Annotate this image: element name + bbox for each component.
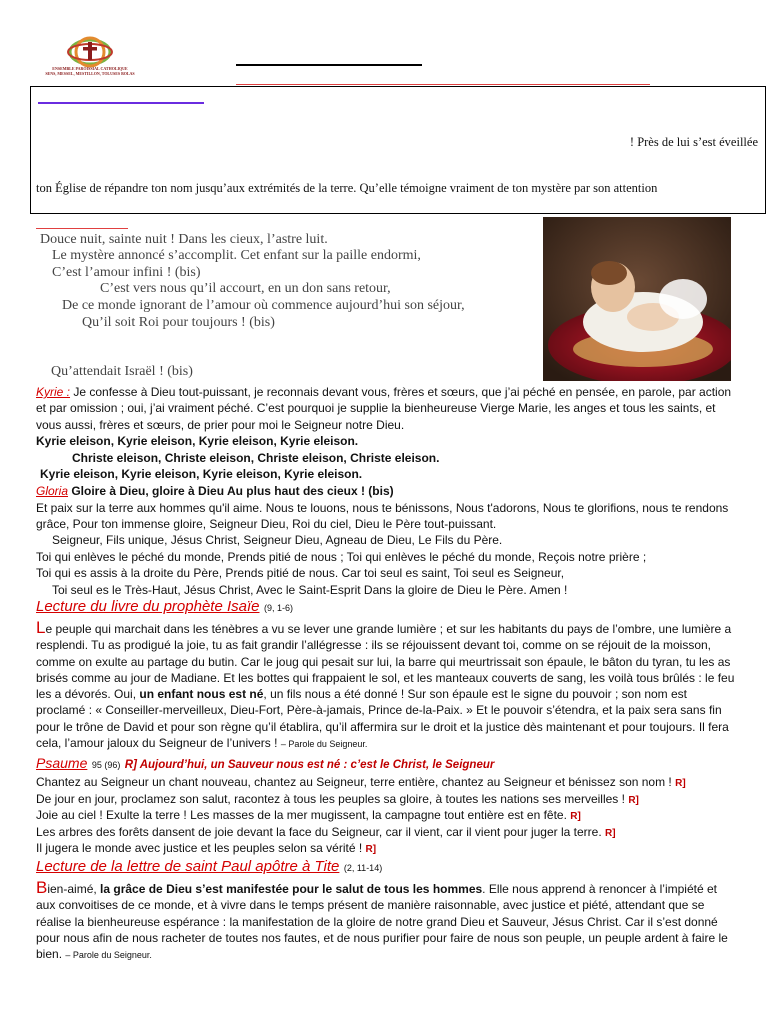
psalm-verse-2: De jour en jour, proclamez son salut, racontez à tous les peuples sa gloire, à toutes les nations ses merveilles ! [36, 792, 625, 806]
psalm-r-mark-5: R] [365, 844, 377, 855]
psalm-line-5 [36, 840, 736, 858]
song-line-6: Qu’il soit Roi pour toujours ! (bis) [82, 315, 275, 330]
logo-caption [36, 66, 144, 76]
title-rule [236, 64, 422, 66]
reading1-text [36, 620, 736, 752]
kyrie-label: Kyrie : [36, 385, 71, 399]
song-line-5: De ce monde ignorant de l’amour où commence aujourd’hui son séjour, [62, 298, 465, 313]
psalm-label: Psaume [36, 755, 88, 771]
psalm-r-mark-2: R] [628, 795, 639, 806]
psalm-r-mark-3: R] [570, 811, 581, 822]
reading1-heading [36, 598, 293, 616]
gloria-line-2: Seigneur, Fils unique, Jésus Christ, Seigneur Dieu, Agneau de Dieu, Le Fils du Père. [52, 533, 503, 547]
reading1-text-b: , un fils nous a été donné ! Sur son épaule est le signe du pouvoir ; son nom est proclamé : « Conseiller-merveilleux, Dieu-Fort, Père-à-jamais, Prince de-la-Paix. » Et le pouvoir s’étendra, et la paix sera sans fin pour le trône de David et pour son règne qu’il établira, qu’il affermira sur le droit et la justice dès maintenant et pour toujours. Il fera cela, l’amour jaloux du Seigneur de l’univers ! [36, 687, 729, 751]
logo-caption-line2: SENS, MESSEL, MESTILLON, TOLUSES BOLAS [45, 71, 135, 76]
reading1-text-a: e peuple qui marchait dans les ténèbres a vu se lever une grande lumière ; et sur les habitants du pays de l’ombre, une lumière a resplendi. Tu as prodigué la joie, tu as fait grandir l’allégresse : ils se réjouissent devant toi, comme on se réjouit de la moisson, comme on exulte au partage du butin. Car le joug qui pesait sur lui, la barre qui meurtrissait son épaule, le bâton du tyran, tu les as brisés comme au jour de Madiane. Et les bottes qui frappaient le sol, et les manteaux couverts de sang, les voilà tous brûlés : le feu les a dévorés. Oui, [36, 622, 735, 702]
song-line-1: Douce nuit, sainte nuit ! Dans les cieux, l’astre luit. [40, 232, 328, 247]
gloria-title: Gloire à Dieu, gloire à Dieu Au plus haut des cieux ! (bis) [68, 484, 394, 498]
reading1-text-bold: un enfant nous est né [139, 687, 264, 702]
church-logo [36, 36, 144, 80]
kyrie-paragraph [36, 384, 736, 433]
reading2-ref: (2, 11-14) [343, 863, 383, 873]
prayer-line-1: ! Près de lui s’est éveillée [629, 135, 758, 149]
song-line-7: Qu’attendait Israël ! (bis) [51, 364, 193, 379]
psalm-verse-4: Les arbres des forêts dansent de joie devant la face du Seigneur, car il vient, car il vient pour juger la terre. [36, 825, 602, 839]
gloria-title-line [36, 483, 736, 499]
psalm-line-1 [36, 774, 736, 792]
reading2-text-a: ien-aimé, [47, 882, 101, 896]
gloria-line-1: Et paix sur la terre aux hommes qu'il aime. Nous te louons, nous te bénissons, Nous t'adorons, Nous te glorifions, nous te rendons grâce, Pour ton immense gloire, Seigneur Dieu, Roi du ciel, Dieu le Père tout-puissant. [36, 501, 729, 532]
psalm-verse-3: Joie au ciel ! Exulte la terre ! Les masses de la mer mugissent, la campagne tout entière est en fête. [36, 808, 567, 822]
kyrie-response-3: Kyrie eleison, Kyrie eleison, Kyrie eleison, Kyrie eleison. [40, 467, 363, 481]
kyrie-response-2: Christe eleison, Christe eleison, Christe eleison, Christe eleison. [72, 451, 440, 465]
kyrie-text: Je confesse à Dieu tout-puissant, je reconnais devant vous, frères et sœurs, que j’ai péché en pensée, en parole, par action et par omission ; oui, j’ai vraiment péché. C’est pourquoi je supplie la bienheureuse Vierge Marie, les anges et tous les saints, et vous aussi, frères et sœurs, de prier pour moi le Seigneur notre Dieu. [36, 385, 732, 432]
psalm-refrain: R] Aujourd’hui, un Sauveur nous est né : c’est le Christ, le Seigneur [124, 759, 495, 771]
nativity-photo [543, 217, 731, 381]
psalm-verse-1: Chantez au Seigneur un chant nouveau, chantez au Seigneur, terre entière, chantez au Seigneur et bénissez son nom ! [36, 775, 672, 789]
gloria-label: Gloria [36, 484, 69, 498]
reading2-closing: – Parole du Seigneur. [65, 950, 152, 961]
song-line-3: C’est l’amour infini ! (bis) [52, 265, 201, 280]
kyrie-response-1: Kyrie eleison, Kyrie eleison, Kyrie eleison, Kyrie eleison. [36, 434, 359, 448]
reading1-dropcap: L [36, 618, 46, 637]
title-red-rule [236, 84, 650, 85]
prayer-box-rule [38, 102, 204, 104]
gloria-line-3: Toi qui enlèves le péché du monde, Prends pitié de nous ; Toi qui enlèves le péché du monde, Reçois notre prière ; [36, 550, 647, 564]
psalm-r-mark-1: R] [675, 778, 686, 789]
reading1-heading-b: du livre du prophète Isaïe [86, 598, 260, 615]
reading2-text [36, 880, 736, 963]
reading1-heading-a: Lecture [36, 598, 87, 615]
psalm-verse-5: Il jugera le monde avec justice et les peuples selon sa vérité ! [36, 841, 363, 855]
reading2-heading-text: Lecture de la lettre de saint Paul apôtre à Tite [36, 858, 340, 875]
reading2-text-bold: la grâce de Dieu s’est manifestée pour le salut de tous les hommes [100, 882, 483, 896]
psalm-r-mark-4: R] [605, 828, 616, 839]
gloria-line-5: Toi seul es le Très-Haut, Jésus Christ, Avec le Saint-Esprit Dans la gloire de Dieu le Père. Amen ! [52, 583, 568, 597]
song-line-4: C’est vers nous qu’il accourt, en un don sans retour, [100, 281, 391, 296]
reading1-ref: (9, 1-6) [263, 603, 293, 613]
prayer-line-2: ton Église de répandre ton nom jusqu’aux extrémités de la terre. Qu’elle témoigne vraiment de ton mystère par son attention [36, 181, 658, 195]
song-line-2: Le mystère annoncé s’accomplit. Cet enfant sur la paille endormi, [52, 248, 421, 263]
reading1-closing: – Parole du Seigneur. [280, 739, 368, 750]
nativity-image [543, 217, 731, 381]
reading2-heading [36, 858, 382, 876]
gloria-line-4: Toi qui es assis à la droite du Père, Prends pitié de nous. Car toi seul es saint, Toi seul es Seigneur, [36, 566, 565, 580]
church-logo-icon [36, 36, 144, 68]
reading2-dropcap: B [36, 878, 48, 897]
logo-caption-line1: ENSEMBLE PAROISSIAL CATHOLIQUE [52, 66, 128, 71]
song-red-rule [36, 228, 128, 229]
reading2-text-b: . Elle nous apprend à renoncer à l’impiété et aux convoitises de ce monde, et à vivre dans le temps présent de manière raisonnable, avec justice et piété, attendant que se réalise la bienheureuse espérance : la manifestation de la gloire de notre grand Dieu et Sauveur, Jésus Christ. Car il s’est donné pour nous afin de nous racheter de toutes nos fautes, et de nous purifier pour faire de nous son peuple, un peuple ardent à faire le bien. [36, 882, 728, 962]
psalm-line-3 [36, 807, 736, 825]
psalm-heading [36, 755, 494, 773]
psalm-ref: 95 (96) [91, 760, 121, 770]
